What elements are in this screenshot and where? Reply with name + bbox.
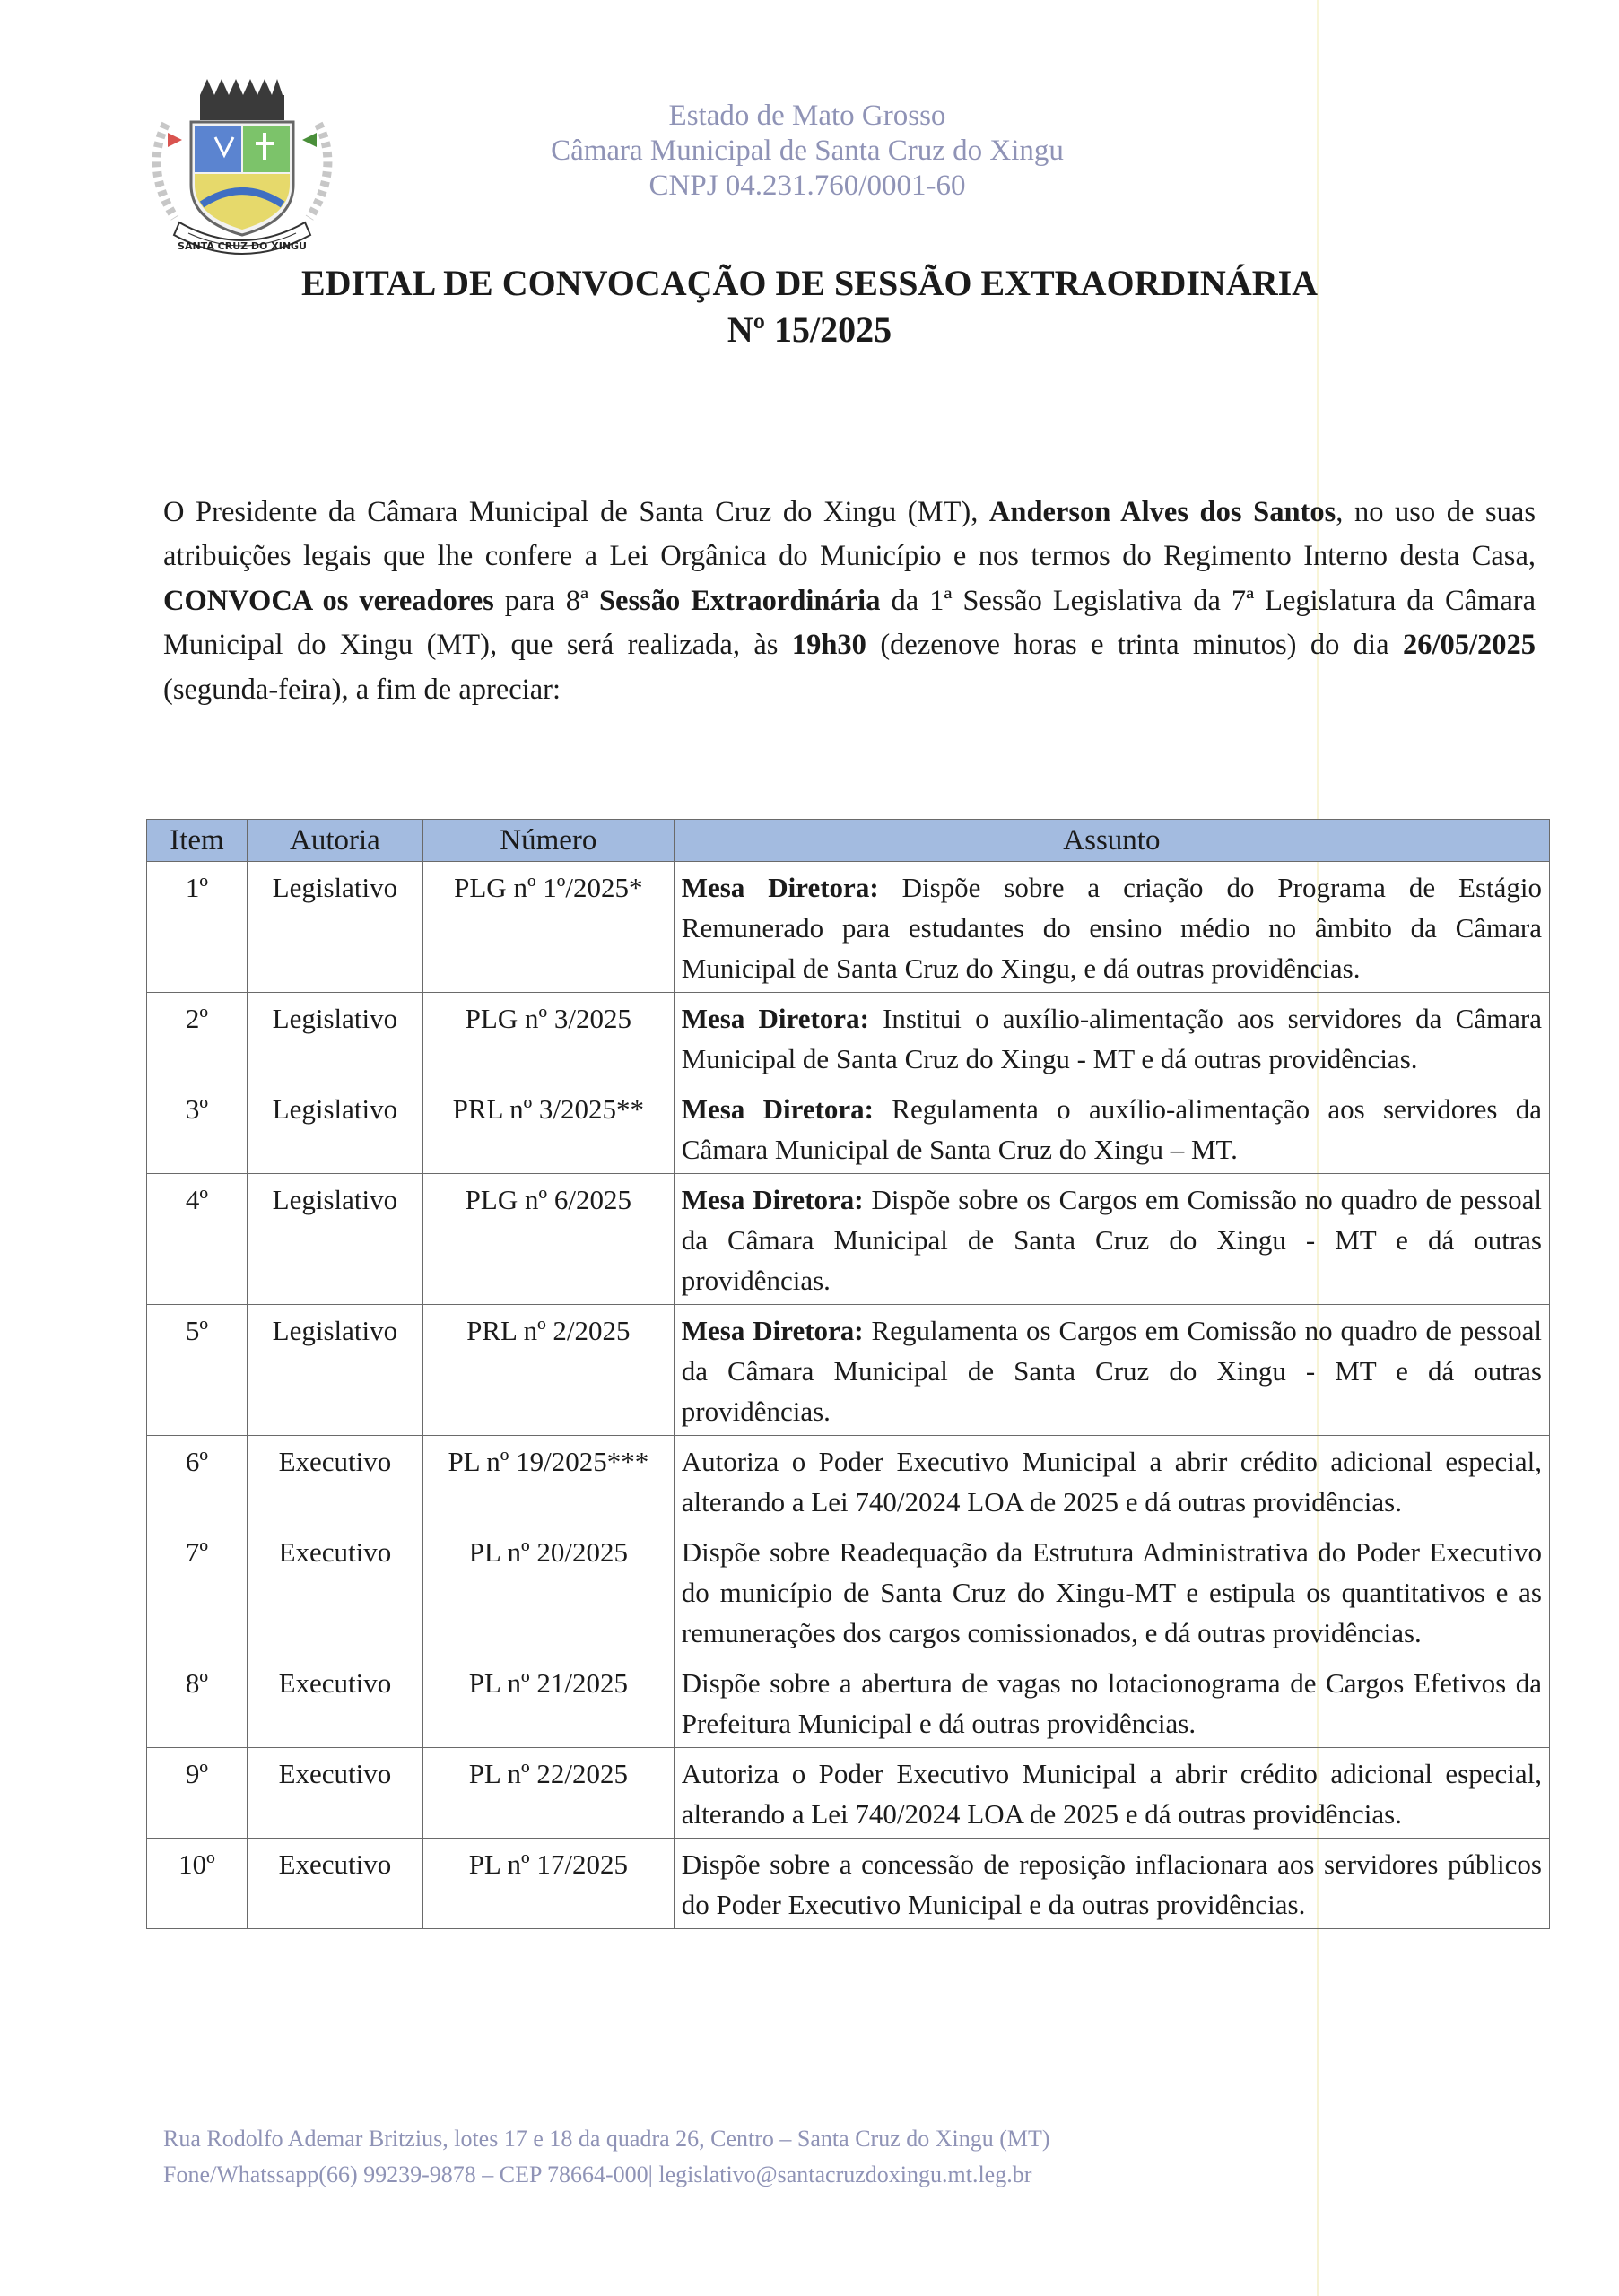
cell-numero: PL nº 21/2025 [422,1657,674,1748]
table-row [147,993,1550,1083]
cell-autoria: Executivo [247,1436,422,1526]
assunto-text: Institui o auxílio-alimentação aos servidores da Câmara Municipal de Santa Cruz do Xingu - MT e dá outras providências. [681,1003,1542,1074]
intro-text-5: (dezenove horas e trinta minutos) do dia [866,629,1403,661]
table-row [147,862,1550,993]
cell-item: 8º [147,1657,248,1748]
agenda-table [146,819,1550,1929]
cell-item: 6º [147,1436,248,1526]
cell-assunto [674,1305,1549,1436]
cell-assunto [674,993,1549,1083]
assunto-text: Regulamenta os Cargos em Comissão no quadro de pessoal da Câmara Municipal de Santa Cruz do Xingu - MT e dá outras providências. [681,1315,1542,1427]
state-name: Estado de Mato Grosso [668,100,946,132]
cell-item: 9º [147,1748,248,1839]
assunto-lead: Mesa Diretora: [681,1003,869,1034]
assunto-text: Autoriza o Poder Executivo Municipal a abrir crédito adicional especial, alterando a Lei 740/2024 LOA de 2025 e dá outras providências. [681,1758,1542,1830]
cell-numero: PL nº 19/2025*** [422,1436,674,1526]
document-title [90,260,1529,353]
cell-autoria: Legislativo [247,1305,422,1436]
header-numero: Número [422,820,674,862]
intro-text-4: da 1ª Sessão Legislativa da 7ª Legislatura da Câmara Municipal do Xingu (MT), que será realizada, às [163,584,1536,661]
cell-numero: PL nº 20/2025 [422,1526,674,1657]
session-type: Sessão Extraordinária [598,584,881,617]
cell-item: 2º [147,993,248,1083]
cell-assunto [674,1526,1549,1657]
table-row [147,1839,1550,1929]
intro-paragraph [163,491,1536,713]
table-row [147,1526,1550,1657]
cell-assunto [674,1748,1549,1839]
footer-address [163,2121,1347,2193]
header-item: Item [147,820,248,862]
cell-numero: PRL nº 3/2025** [422,1083,674,1174]
table-row [147,1083,1550,1174]
cell-numero: PLG nº 1º/2025* [422,862,674,993]
assunto-text: Autoriza o Poder Executivo Municipal a abrir crédito adicional especial, alterando a Lei 740/2024 LOA de 2025 e dá outras providências. [681,1446,1542,1518]
cell-autoria: Legislativo [247,862,422,993]
intro-text-3: para 8ª [493,584,599,617]
table-row [147,1748,1550,1839]
assunto-text: Dispõe sobre a abertura de vagas no lotacionograma de Cargos Efetivos da Prefeitura Municipal e dá outras providências. [681,1667,1542,1739]
cell-item: 1º [147,862,248,993]
municipal-crest-logo [130,70,354,258]
table-row [147,1436,1550,1526]
cnpj-number: CNPJ 04.231.760/0001-60 [648,170,966,202]
cell-assunto [674,1083,1549,1174]
intro-text-2: , no uso de suas atribuições legais que lhe confere a Lei Orgânica do Município e nos termos do Regimento Interno desta Casa, [163,495,1536,572]
cell-item: 7º [147,1526,248,1657]
header-autoria: Autoria [247,820,422,862]
cell-item: 10º [147,1839,248,1929]
cell-numero: PL nº 17/2025 [422,1839,674,1929]
organization-header [484,99,1130,204]
cell-assunto [674,1174,1549,1305]
header-assunto: Assunto [674,820,1549,862]
assunto-text: Dispõe sobre a concessão de reposição inflacionara aos servidores públicos do Poder Executivo Municipal e da outras providências. [681,1848,1542,1920]
intro-text-1: O Presidente da Câmara Municipal de Santa Cruz do Xingu (MT), [163,495,989,528]
table-header-row [147,820,1550,862]
intro-text-6: (segunda-feira), a fim de apreciar: [163,673,561,706]
convoca-phrase: CONVOCA os vereadores [163,584,494,617]
table-row [147,1657,1550,1748]
cell-autoria: Legislativo [247,1083,422,1174]
assunto-text: Dispõe sobre a criação do Programa de Estágio Remunerado para estudantes do ensino médio no âmbito da Câmara Municipal de Santa Cruz do Xingu, e dá outras providências. [681,872,1542,984]
cell-item: 4º [147,1174,248,1305]
cell-assunto [674,1839,1549,1929]
cell-assunto [674,1657,1549,1748]
assunto-text: Dispõe sobre os Cargos em Comissão no quadro de pessoal da Câmara Municipal de Santa Cruz do Xingu - MT e dá outras providências. [681,1184,1543,1296]
session-time: 19h30 [791,629,866,661]
president-name: Anderson Alves dos Santos [988,495,1336,528]
cell-numero: PLG nº 3/2025 [422,993,674,1083]
cell-numero: PL nº 22/2025 [422,1748,674,1839]
title-line-1: EDITAL DE CONVOCAÇÃO DE SESSÃO EXTRAORDINÁRIA [300,263,1319,303]
svg-text:SANTA CRUZ DO XINGU: SANTA CRUZ DO XINGU [178,240,307,252]
cell-autoria: Legislativo [247,1174,422,1305]
cell-autoria: Legislativo [247,993,422,1083]
table-row [147,1174,1550,1305]
table-row [147,1305,1550,1436]
cell-autoria: Executivo [247,1526,422,1657]
cell-numero: PRL nº 2/2025 [422,1305,674,1436]
cell-autoria: Executivo [247,1748,422,1839]
assunto-lead: Mesa Diretora: [681,1184,864,1215]
cell-assunto [674,862,1549,993]
assunto-lead: Mesa Diretora: [681,1093,875,1125]
assunto-lead: Mesa Diretora: [681,1315,864,1346]
chamber-name: Câmara Municipal de Santa Cruz do Xingu [551,135,1064,167]
session-date: 26/05/2025 [1402,629,1536,661]
cell-item: 5º [147,1305,248,1436]
cell-item: 3º [147,1083,248,1174]
assunto-lead: Mesa Diretora: [681,872,879,903]
title-line-2: Nº 15/2025 [727,309,892,350]
cell-autoria: Executivo [247,1657,422,1748]
cell-assunto [674,1436,1549,1526]
footer-address-line: Rua Rodolfo Ademar Britzius, lotes 17 e 18 da quadra 26, Centro – Santa Cruz do Xingu (MT) [163,2126,1050,2152]
cell-autoria: Executivo [247,1839,422,1929]
assunto-text: Regulamenta o auxílio-alimentação aos servidores da Câmara Municipal de Santa Cruz do Xingu – MT. [681,1093,1542,1165]
footer-contact-line: Fone/Whatssapp(66) 99239-9878 – CEP 78664-000| legislativo@santacruzdoxingu.mt.leg.br [163,2161,1032,2187]
assunto-text: Dispõe sobre Readequação da Estrutura Administrativa do Poder Executivo do município de Santa Cruz do Xingu-MT e estipula os quantitativos e as remunerações dos cargos comissionados, e dá outras providências. [681,1536,1542,1648]
cell-numero: PLG nº 6/2025 [422,1174,674,1305]
